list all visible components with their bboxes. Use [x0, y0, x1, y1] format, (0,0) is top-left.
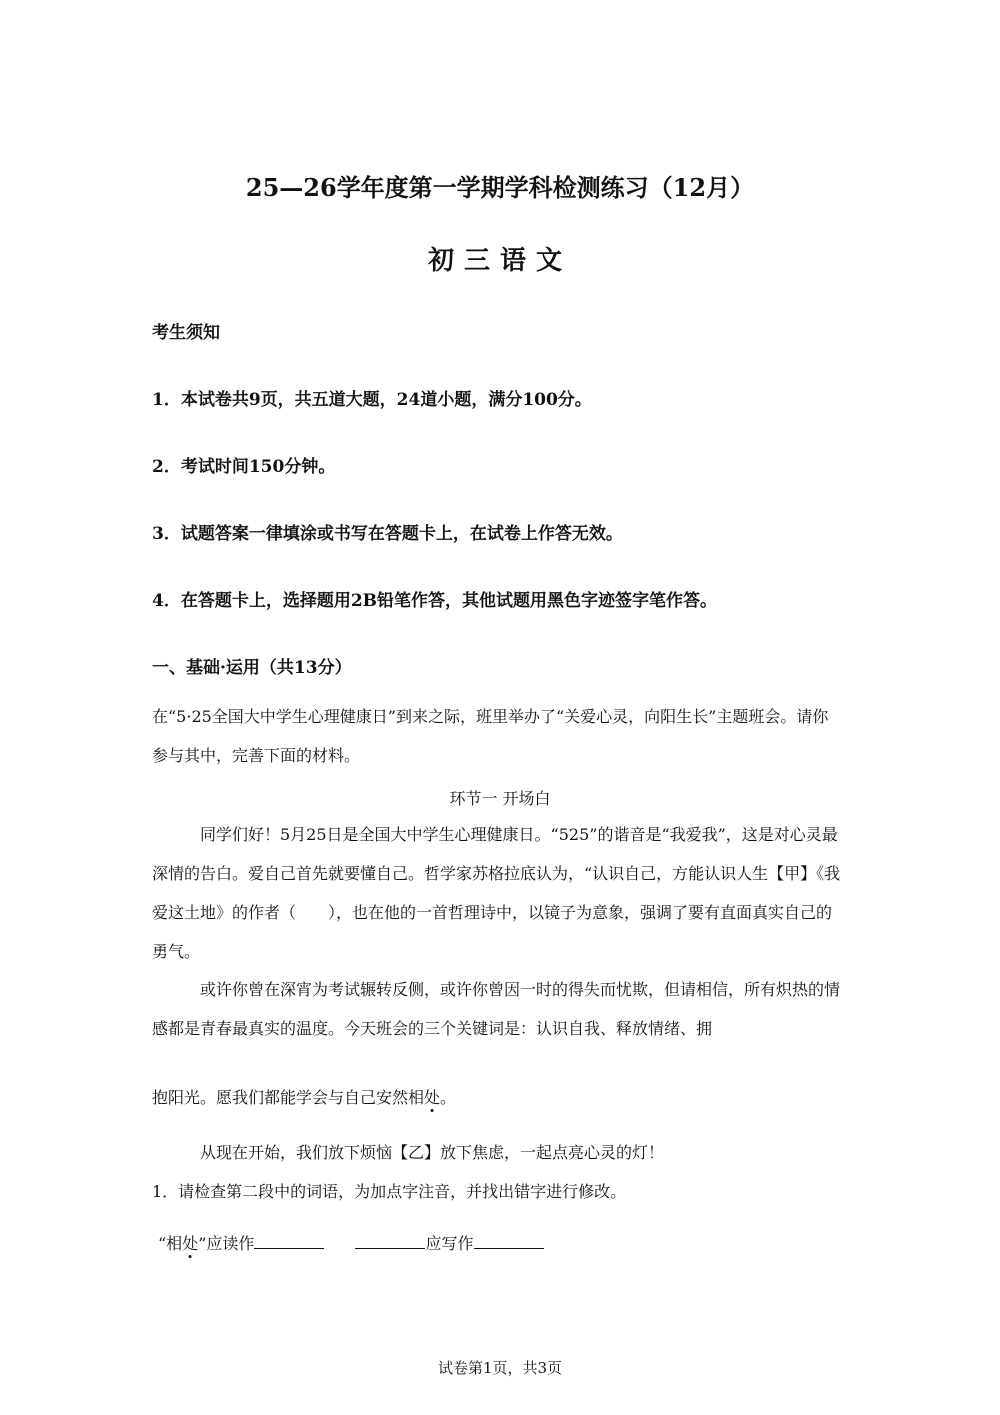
- exam-subject: 初三语文: [427, 246, 572, 276]
- q1-write-as: 应写作: [425, 1234, 474, 1253]
- notice-item-1: 1．本试卷共9页，共五道大题，24道小题，满分100分。: [152, 390, 592, 410]
- paragraph-2b-text: 抱阳光。愿我们都能学会与自己安然相: [152, 1088, 425, 1107]
- section-heading: 一、基础·运用（共13分）: [152, 658, 352, 678]
- q1-dotted-char: 处: [182, 1234, 199, 1253]
- wrong-char-blank[interactable]: [355, 1234, 425, 1249]
- exam-title: 25—26学年度第一学期学科检测练习（12月）: [245, 173, 755, 202]
- paragraph-2b-end: 。: [440, 1088, 457, 1107]
- notice-item-2: 2．考试时间150分钟。: [152, 457, 336, 477]
- q1-open: “相: [158, 1234, 183, 1253]
- q1-read-as: ”应读作: [198, 1234, 255, 1253]
- page-footer: 试卷第1页，共3页: [437, 1359, 563, 1377]
- notice-item-4: 4．在答题卡上，选择题用2B铅笔作答，其他试题用黑色字迹签字笔作答。: [152, 591, 718, 611]
- section-intro: 在“5·25全国大中学生心理健康日”到来之际，班里举办了“关爱心灵，向阳生长”主题班会。请你参与其中，完善下面的材料。: [152, 707, 829, 765]
- notice-heading: 考生须知: [152, 323, 220, 343]
- correct-char-blank[interactable]: [474, 1234, 544, 1249]
- question-1: 1．请检查第二段中的词语，为加点字注音，并找出错字进行修改。: [152, 1182, 627, 1201]
- paragraph-2a: 或许你曾在深宵为考试辗转反侧，或许你曾因一时的得失而忧欺，但请相信，所有炽热的情感都是青春最真实的温度。今天班会的三个关键词是：认识自我、释放情绪、拥: [152, 980, 841, 1038]
- paragraph-2b: [152, 1078, 842, 1117]
- question-1-answer-line: [158, 1224, 848, 1263]
- pinyin-blank[interactable]: [254, 1234, 324, 1249]
- dotted-char: 处: [424, 1088, 441, 1107]
- segment-title: 环节一 开场白: [449, 789, 551, 808]
- paragraph-3: 从现在开始，我们放下烦恼【乙】放下焦虑，一起点亮心灵的灯！: [200, 1143, 665, 1162]
- paragraph-1: 同学们好！5月25日是全国大中学生心理健康日。“525”的谐音是“我爱我”，这是对心灵最深情的告白。爱自己首先就要懂自己。哲学家苏格拉底认为，“认识自己，方能认识人生【甲】《我爱这土地》的作者（ ），也在他的一首哲理诗中，以镜子为意象，强调了要有直面真实自己的勇气。: [152, 825, 841, 961]
- notice-item-3: 3．试题答案一律填涂或书写在答题卡上，在试卷上作答无效。: [152, 524, 623, 544]
